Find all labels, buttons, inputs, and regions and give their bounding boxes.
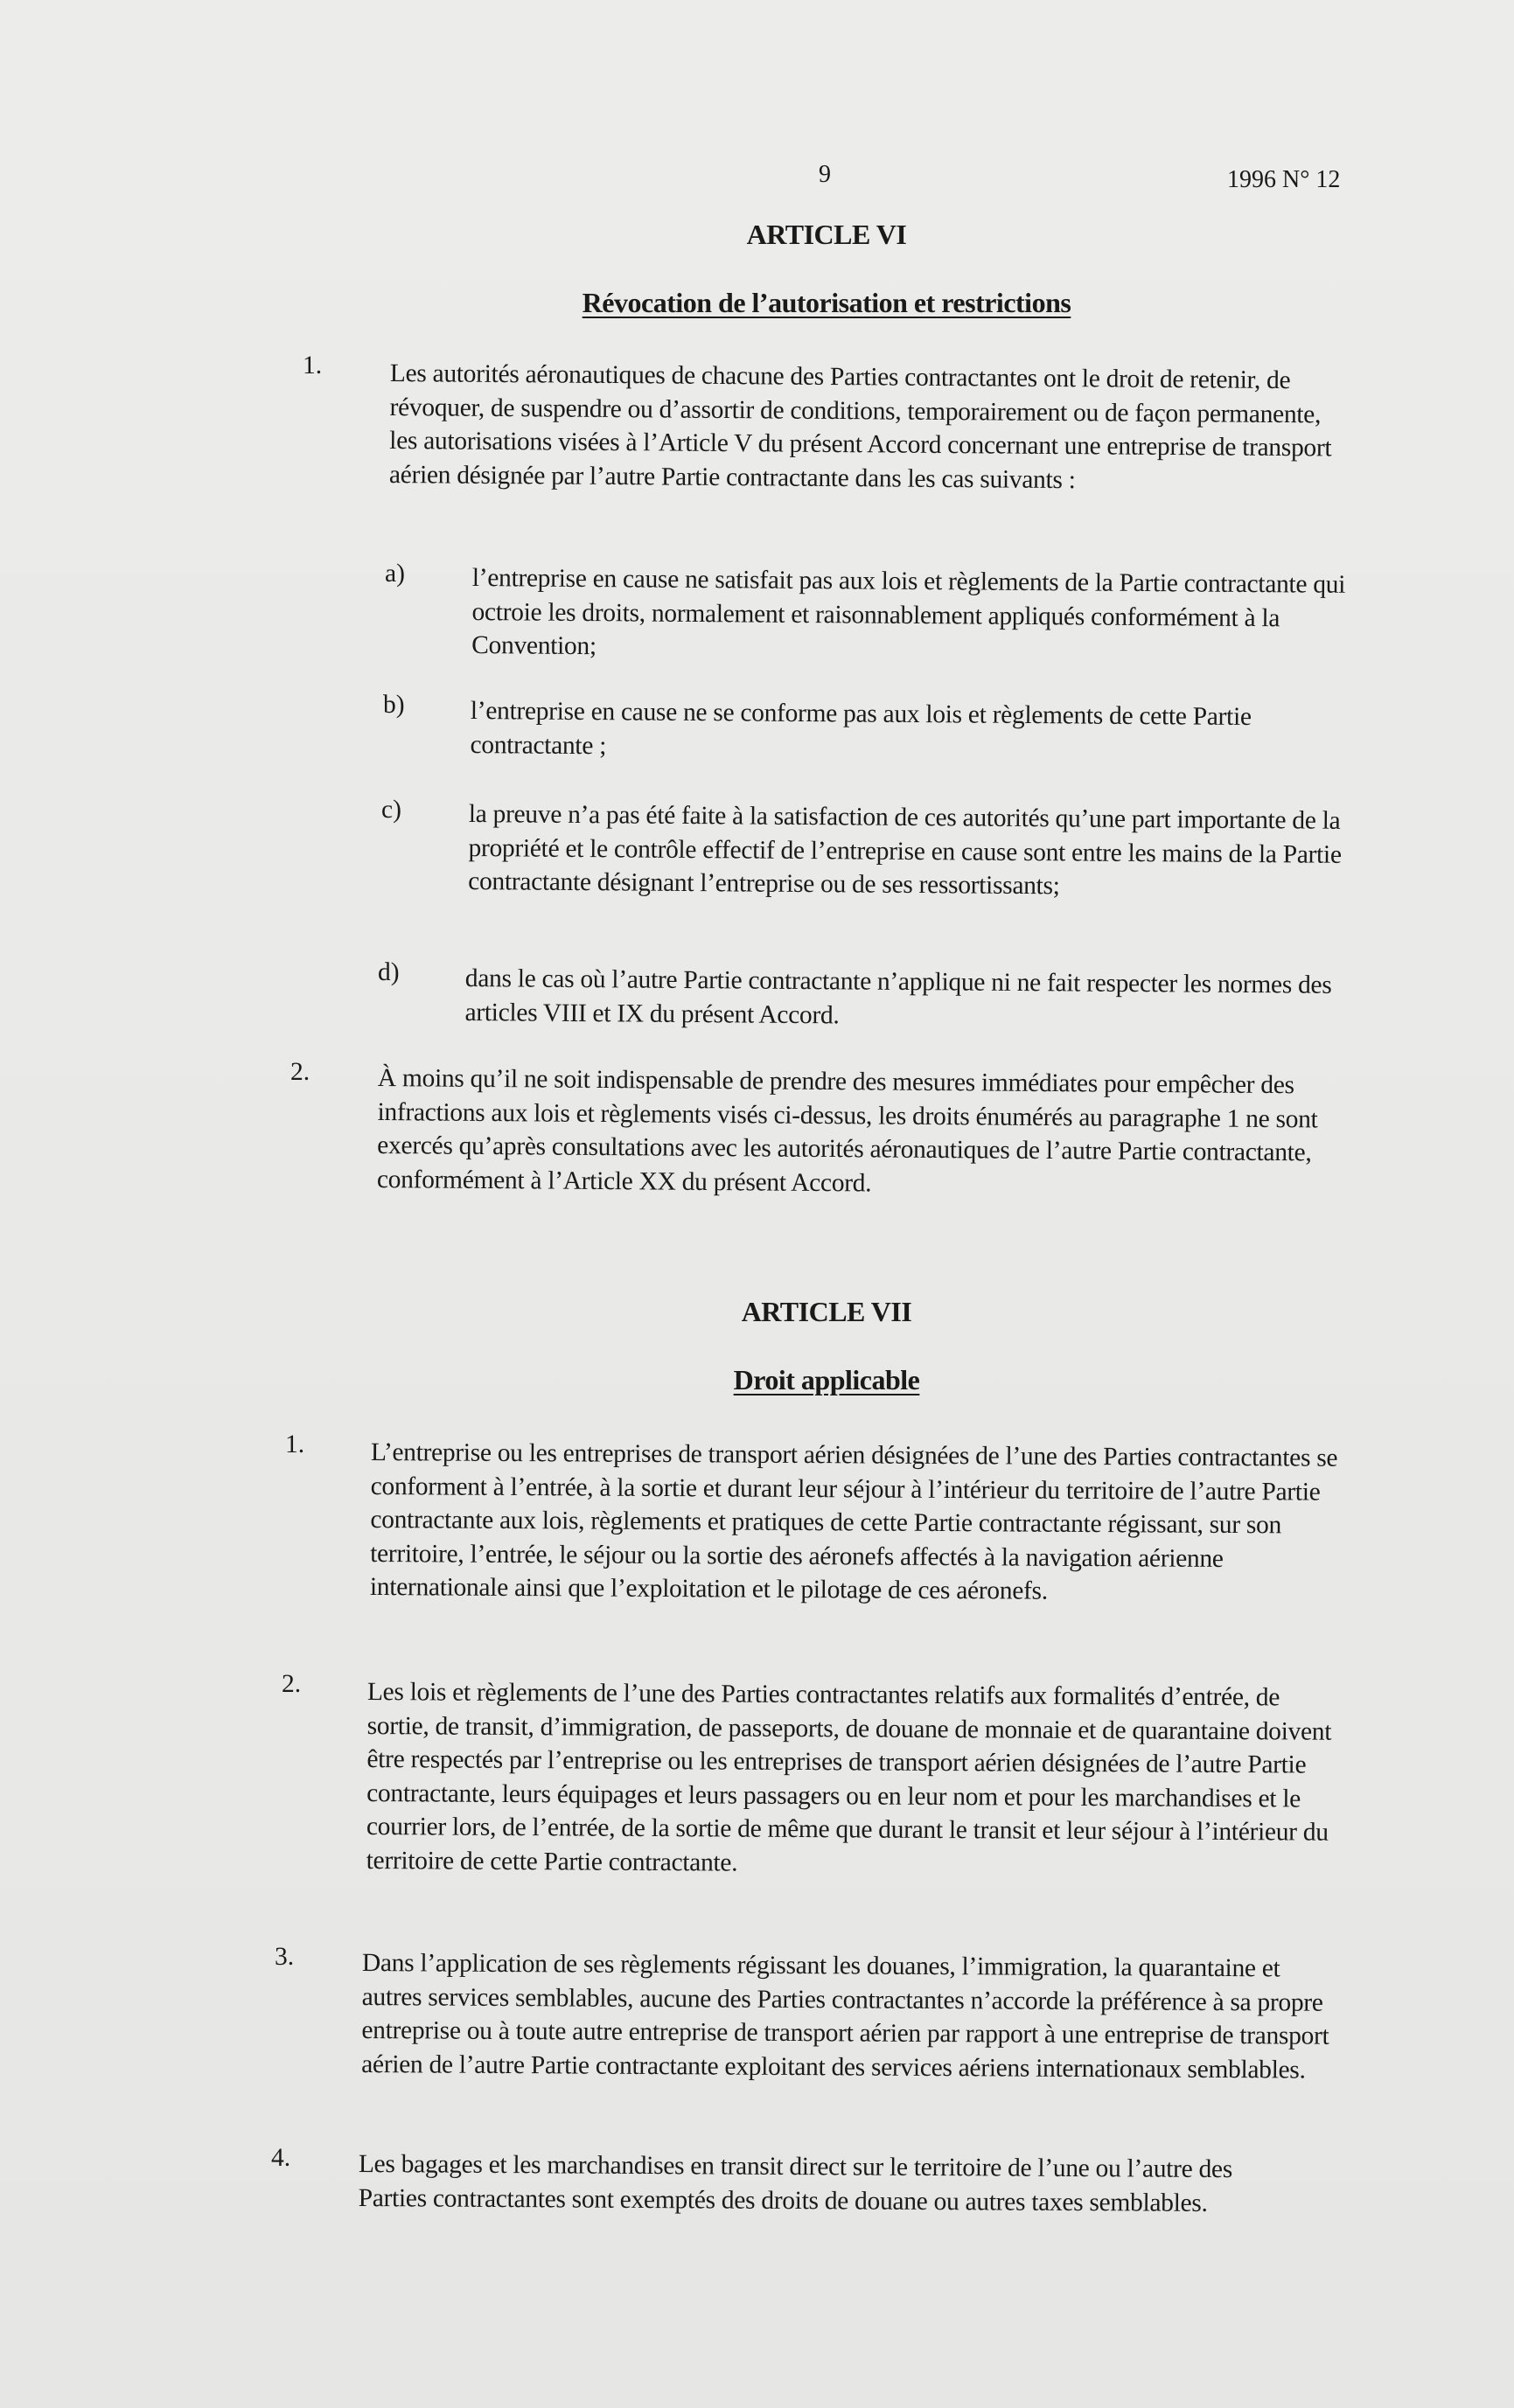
article-vi-p2-number: 2.: [290, 1058, 310, 1086]
item-d-label: d): [378, 958, 400, 986]
item-c-text: la preuve n’a pas été faite à la satisfaction de ces autorités qu’une part importante de la propriété et le contrôle effectif de l’entreprise en cause sont entre les mains de la Partie contractante désignant l’entreprise ou de ses ressortissants;: [468, 799, 1342, 901]
item-d-text: dans le cas où l’autre Partie contractante n’applique ni ne fait respecter les normes des articles VIII et IX du présent Accord.: [464, 964, 1332, 1029]
article-vii-subtitle: [0, 1364, 1514, 1396]
item-c-label: c): [381, 796, 401, 824]
article-vi-p1-number: 1.: [303, 351, 323, 379]
article-vii-p1-number: 1.: [285, 1430, 305, 1458]
article-vii-subtitle-text: Droit applicable: [733, 1364, 920, 1395]
article-vii-p2-number: 2.: [282, 1670, 302, 1698]
article-vii-p2-text: Les lois et règlements de l’une des Parties contractantes relatifs aux formalités d’entrée, de sortie, de transit, d’immigration, de passeports, de douane de monnaie et de quarantaine doivent être respectés par l’entreprise ou les entreprises de transport aérien désignées de l’autre Partie contractante, leurs équipages et leurs passagers ou en leur nom et pour les marchandises et le courrier lors, de l’entrée, de la sortie de même que durant le transit et leur séjour à l’intérieur du territoire de cette Partie contractante.: [366, 1678, 1332, 1877]
article-vii-p4-text: Les bagages et les marchandises en transit direct sur le territoire de l’une ou l’autre des Parties contractantes sont exemptés des droits de douane ou autres taxes semblables.: [358, 2150, 1233, 2217]
article-vi-subtitle: [0, 287, 1514, 319]
article-vii-p4-number: 4.: [271, 2144, 291, 2172]
article-vii-p1-text: L’entreprise ou les entreprises de transport aérien désignées de l’une des Parties contractantes se conforment à l’entrée, à la sortie et durant leur séjour à l’intérieur du territoire de l’autre Partie contractante aux lois, règlements et pratiques de cette Partie contractante régissant, sur son territoire, l’entrée, le séjour ou la sortie des aéronefs affectés à la navigation aérienne internationale ainsi que l’exploitation et le pilotage de ces aéronefs.: [369, 1438, 1338, 1605]
item-a-text: l’entreprise en cause ne satisfait pas aux lois et règlements de la Partie contractante qui octroie les droits, normalement et raisonnablement appliqués conformément à la Convention;: [471, 563, 1346, 661]
page-number: 9: [819, 161, 831, 188]
article-vi-p2-text: À moins qu’il ne soit indispensable de prendre des mesures immédiates pour empêcher des infractions aux lois et règlements visés ci-dessus, les droits énumérés au paragraphe 1 ne sont exercés qu’après consultations avec les autorités aéronautiques de l’autre Partie contractante, conformément à l’Article XX du présent Accord.: [376, 1063, 1318, 1197]
article-vii-p3-text: Dans l’application de ses règlements régissant les douanes, l’immigration, la quarantaine et autres services semblables, aucune des Parties contractantes n’accorde la préférence à sa propre entreprise ou à toute autre entreprise de transport aérien par rapport à une entreprise de transport aérien de l’autre Partie contractante exploitant des services aériens internationaux semblables.: [361, 1949, 1329, 2084]
article-vi-p1-text: Les autorités aéronautiques de chacune des Parties contractantes ont le droit de retenir, de révoquer, de suspendre ou d’assortir de conditions, temporairement ou de façon permanente, les autorisations visées à l’Article V du présent Accord concernant une entreprise de transport aérien désignée par l’autre Partie contractante dans les cas suivants :: [388, 358, 1332, 494]
article-vii-p3-number: 3.: [275, 1943, 295, 1971]
article-vi-title: ARTICLE VI: [746, 219, 907, 250]
article-vii-title: ARTICLE VII: [741, 1296, 912, 1327]
item-b-label: b): [383, 691, 405, 719]
article-vi-subtitle-text: Révocation de l’autorisation et restrictions: [582, 287, 1071, 318]
item-b-text: l’entreprise en cause ne se conforme pas aux lois et règlements de cette Partie contractante ;: [470, 696, 1252, 760]
document-reference: 1996 N° 12: [1227, 166, 1341, 193]
item-a-label: a): [385, 560, 405, 588]
